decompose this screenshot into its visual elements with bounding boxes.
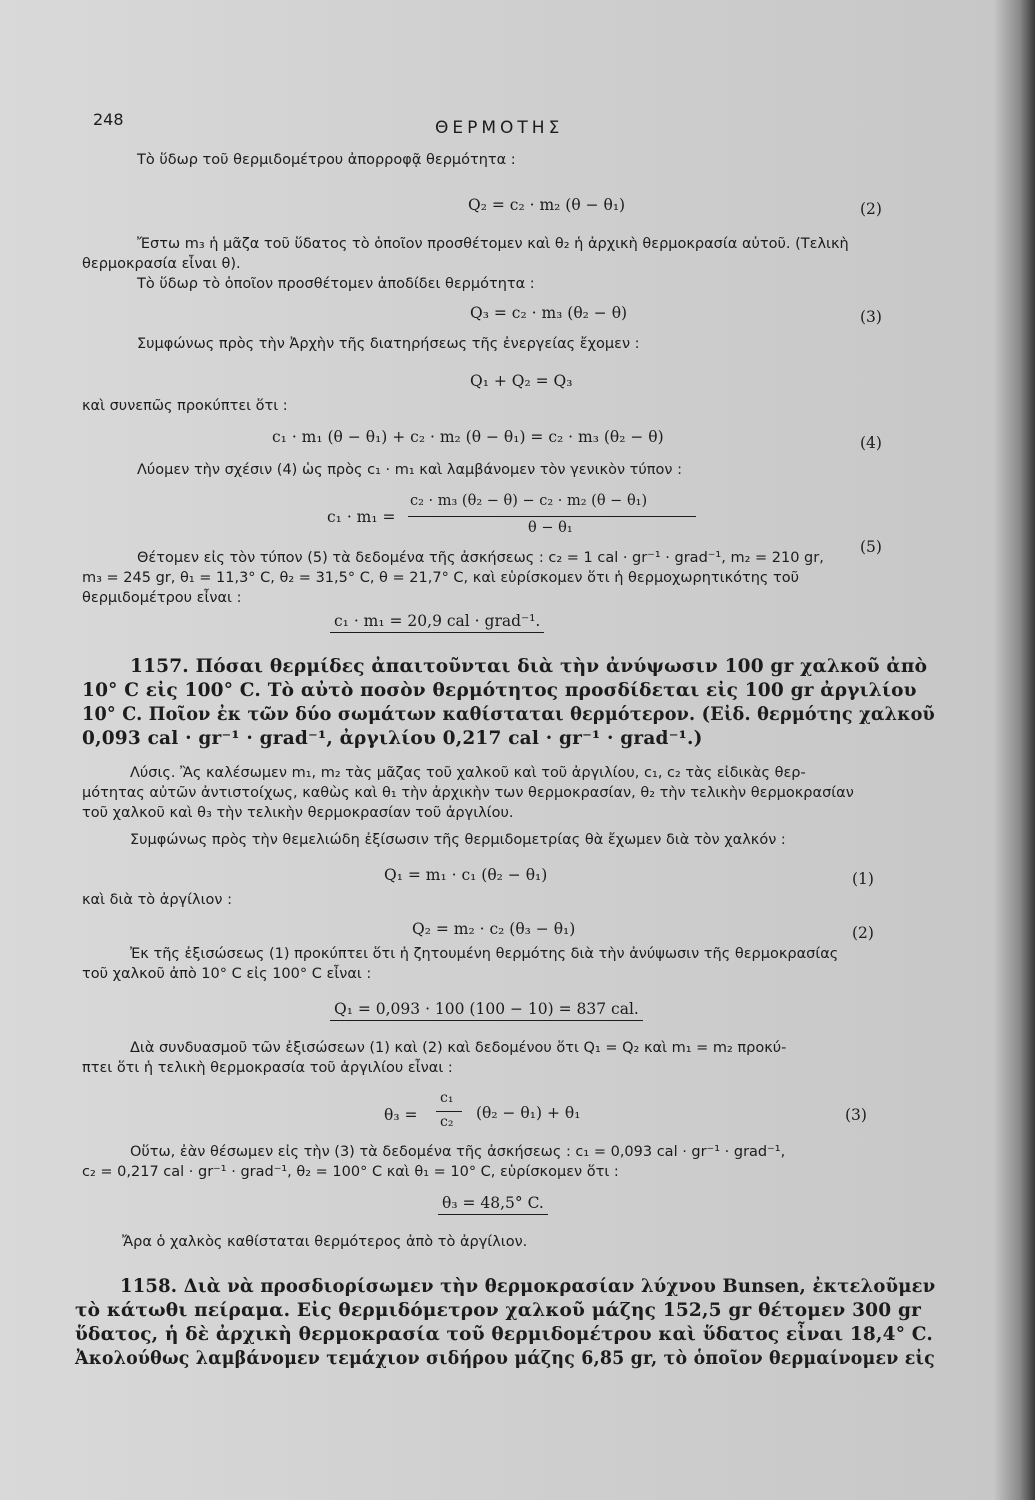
solution-conclusion: Ἄρα ὁ χαλκὸς καθίσταται θερμότερος ἀπὸ τὸ ἀργίλιον. — [122, 1234, 528, 1250]
equation-4-label: (4) — [860, 434, 882, 452]
equation-A: Q₁ = m₁ · c₁ (θ₂ − θ₁) — [384, 866, 548, 884]
equation-3-label: (3) — [860, 308, 882, 326]
equation-A-label: (1) — [852, 870, 874, 888]
solution-from-eq1-line1: Ἐκ τῆς ἐξισώσεως (1) προκύπτει ὅτι ἡ ζητουμένη θερμότης διὰ τὴν ἀνύψωσιν τῆς θερμοκρασίας — [130, 946, 839, 962]
result-theta3: θ₃ = 48,5° C. — [438, 1194, 548, 1215]
equation-2-label: (2) — [860, 200, 882, 218]
equation-B: Q₂ = m₂ · c₂ (θ₃ − θ₁) — [412, 920, 576, 938]
solution-intro-line3: τοῦ χαλκοῦ καὶ θ₃ τὴν τελικὴν θερμοκρασίαν τοῦ ἀργιλίου. — [82, 805, 514, 821]
solution-intro-line2: μότητας αὐτῶν ἀντιστοίχως, καθὼς καὶ θ₁ τὴν ἀρχικὴν των θερμοκρασίαν, θ₂ τὴν τελικὴν θερμοκρασίαν — [82, 785, 854, 801]
problem-1157-line4: 0,093 cal · gr⁻¹ · grad⁻¹, ἀργιλίου 0,217 cal · gr⁻¹ · grad⁻¹.) — [82, 728, 703, 749]
equation-C-numerator: c₁ — [440, 1090, 454, 1106]
solution-for-aluminium: καὶ διὰ τὸ ἀργίλιον : — [82, 892, 232, 908]
equation-C-fraction-bar — [436, 1111, 462, 1112]
paragraph-consequently: καὶ συνεπῶς προκύπτει ὅτι : — [82, 398, 288, 414]
solution-from-eq1-line2: τοῦ χαλκοῦ ἀπὸ 10° C εἰς 100° C εἶναι : — [82, 966, 372, 982]
equation-5-denominator: θ − θ₁ — [528, 520, 573, 536]
solution-substitute-line1: Οὕτω, ἐὰν θέσωμεν εἰς τὴν (3) τὰ δεδομένα τῆς ἀσκήσεως : c₁ = 0,093 cal · gr⁻¹ · grad⁻¹, — [130, 1144, 786, 1160]
equation-4: c₁ · m₁ (θ − θ₁) + c₂ · m₂ (θ − θ₁) = c₂ · m₃ (θ₂ − θ) — [272, 428, 664, 446]
problem-1158-line4: Ἀκολούθως λαμβάνομεν τεμάχιον σιδήρου μάζης 6,85 gr, τὸ ὁποῖον θερμαίνομεν εἰς — [75, 1348, 935, 1369]
problem-1158-line3: ὕδατος, ἡ δὲ ἀρχικὴ θερμοκρασία τοῦ θερμιδομέτρου καὶ ὕδατος εἶναι 18,4° C. — [75, 1324, 934, 1345]
solution-intro-line1: Λύσις. Ἂς καλέσωμεν m₁, m₂ τὰς μᾶζας τοῦ χαλκοῦ καὶ τοῦ ἀργιλίου, c₁, c₂ τὰς εἰδικὰς θερ- — [130, 765, 806, 781]
solution-calorimetry-sentence: Συμφώνως πρὸς τὴν θεμελιώδη ἐξίσωσιν τῆς θερμιδομετρίας θὰ ἔχωμεν διὰ τὸν χαλκόν : — [130, 832, 786, 848]
problem-1158-line2: τὸ κάτωθι πείραμα. Εἰς θερμιδόμετρον χαλκοῦ μάζης 152,5 gr θέτομεν 300 gr — [75, 1300, 922, 1321]
equation-2: Q₂ = c₂ · m₂ (θ − θ₁) — [468, 196, 626, 214]
equation-C-rhs: (θ₂ − θ₁) + θ₁ — [476, 1104, 581, 1122]
solution-substitute-line2: c₂ = 0,217 cal · gr⁻¹ · grad⁻¹, θ₂ = 100° C καὶ θ₁ = 10° C, εὑρίσκομεν ὅτι : — [82, 1164, 619, 1180]
problem-1157-line2: 10° C εἰς 100° C. Τὸ αὐτὸ ποσὸν θερμότητος προσδίδεται εἰς 100 gr ἀργιλίου — [82, 680, 917, 701]
equation-sum: Q₁ + Q₂ = Q₃ — [470, 372, 573, 390]
paragraph-let-m3-line1: Ἔστω m₃ ἡ μᾶζα τοῦ ὕδατος τὸ ὁποῖον προσθέτομεν καὶ θ₂ ἡ ἀρχικὴ θερμοκρασία αὐτοῦ. (Τελικὴ — [137, 236, 849, 252]
paragraph-substitute-line1: Θέτομεν εἰς τὸν τύπον (5) τὰ δεδομένα τῆς ἀσκήσεως : c₂ = 1 cal · gr⁻¹ · grad⁻¹, m₂ = 210 gr, — [137, 550, 824, 566]
solution-combine-line1: Διὰ συνδυασμοῦ τῶν ἐξισώσεων (1) καὶ (2) καὶ δεδομένου ὅτι Q₁ = Q₂ καὶ m₁ = m₂ προκύ- — [130, 1040, 787, 1056]
page-number: 248 — [93, 110, 124, 129]
paragraph-substitute-line3: θερμιδομέτρου εἶναι : — [82, 590, 242, 606]
solution-combine-line2: πτει ὅτι ἡ τελικὴ θερμοκρασία τοῦ ἀργιλίου εἶναι : — [82, 1060, 453, 1076]
equation-5-label: (5) — [860, 538, 882, 556]
problem-1158-line1: 1158. Διὰ νὰ προσδιορίσωμεν τὴν θερμοκρασίαν λύχνου Bunsen, ἐκτελοῦμεν — [120, 1276, 936, 1297]
equation-3: Q₃ = c₂ · m₃ (θ₂ − θ) — [470, 304, 628, 322]
problem-1157-line1: 1157. Πόσαι θερμίδες ἀπαιτοῦνται διὰ τὴν ἀνύψωσιν 100 gr χαλκοῦ ἀπὸ — [130, 656, 928, 677]
paragraph-energy-conservation: Συμφώνως πρὸς τὴν Ἀρχὴν τῆς διατηρήσεως τῆς ἐνεργείας ἔχομεν : — [137, 336, 640, 352]
paragraph-let-m3-line2: θερμοκρασία εἶναι θ). — [82, 256, 241, 272]
result-heat-q1: Q₁ = 0,093 · 100 (100 − 10) = 837 cal. — [330, 1000, 643, 1021]
paragraph-solve-for: Λύομεν τὴν σχέσιν (4) ὡς πρὸς c₁ · m₁ καὶ λαμβάνομεν τὸν γενικὸν τύπον : — [137, 462, 682, 478]
equation-C-lhs: θ₃ = — [384, 1106, 418, 1124]
paragraph-water-gives: Τὸ ὕδωρ τὸ ὁποῖον προσθέτομεν ἀποδίδει θερμότητα : — [137, 276, 535, 292]
equation-5-fraction-bar — [408, 516, 696, 517]
problem-1157-line3: 10° C. Ποῖον ἐκ τῶν δύο σωμάτων καθίσταται θερμότερον. (Εἰδ. θερμότης χαλκοῦ — [82, 704, 935, 725]
running-title: ΘΕΡΜΟΤΗΣ — [435, 118, 564, 138]
equation-5-lhs: c₁ · m₁ = — [327, 508, 396, 526]
paragraph-water-absorbs: Τὸ ὕδωρ τοῦ θερμιδομέτρου ἀπορροφᾷ θερμότητα : — [137, 152, 516, 168]
result-heat-capacity: c₁ · m₁ = 20,9 cal · grad⁻¹. — [330, 612, 544, 633]
paragraph-substitute-line2: m₃ = 245 gr, θ₁ = 11,3° C, θ₂ = 31,5° C, θ = 21,7° C, καὶ εὑρίσκομεν ὅτι ἡ θερμοχωρητικότης τοῦ — [82, 570, 800, 586]
equation-C-denominator: c₂ — [440, 1114, 454, 1130]
equation-B-label: (2) — [852, 924, 874, 942]
equation-C-label: (3) — [845, 1106, 867, 1124]
equation-5-numerator: c₂ · m₃ (θ₂ − θ) − c₂ · m₂ (θ − θ₁) — [410, 493, 648, 509]
